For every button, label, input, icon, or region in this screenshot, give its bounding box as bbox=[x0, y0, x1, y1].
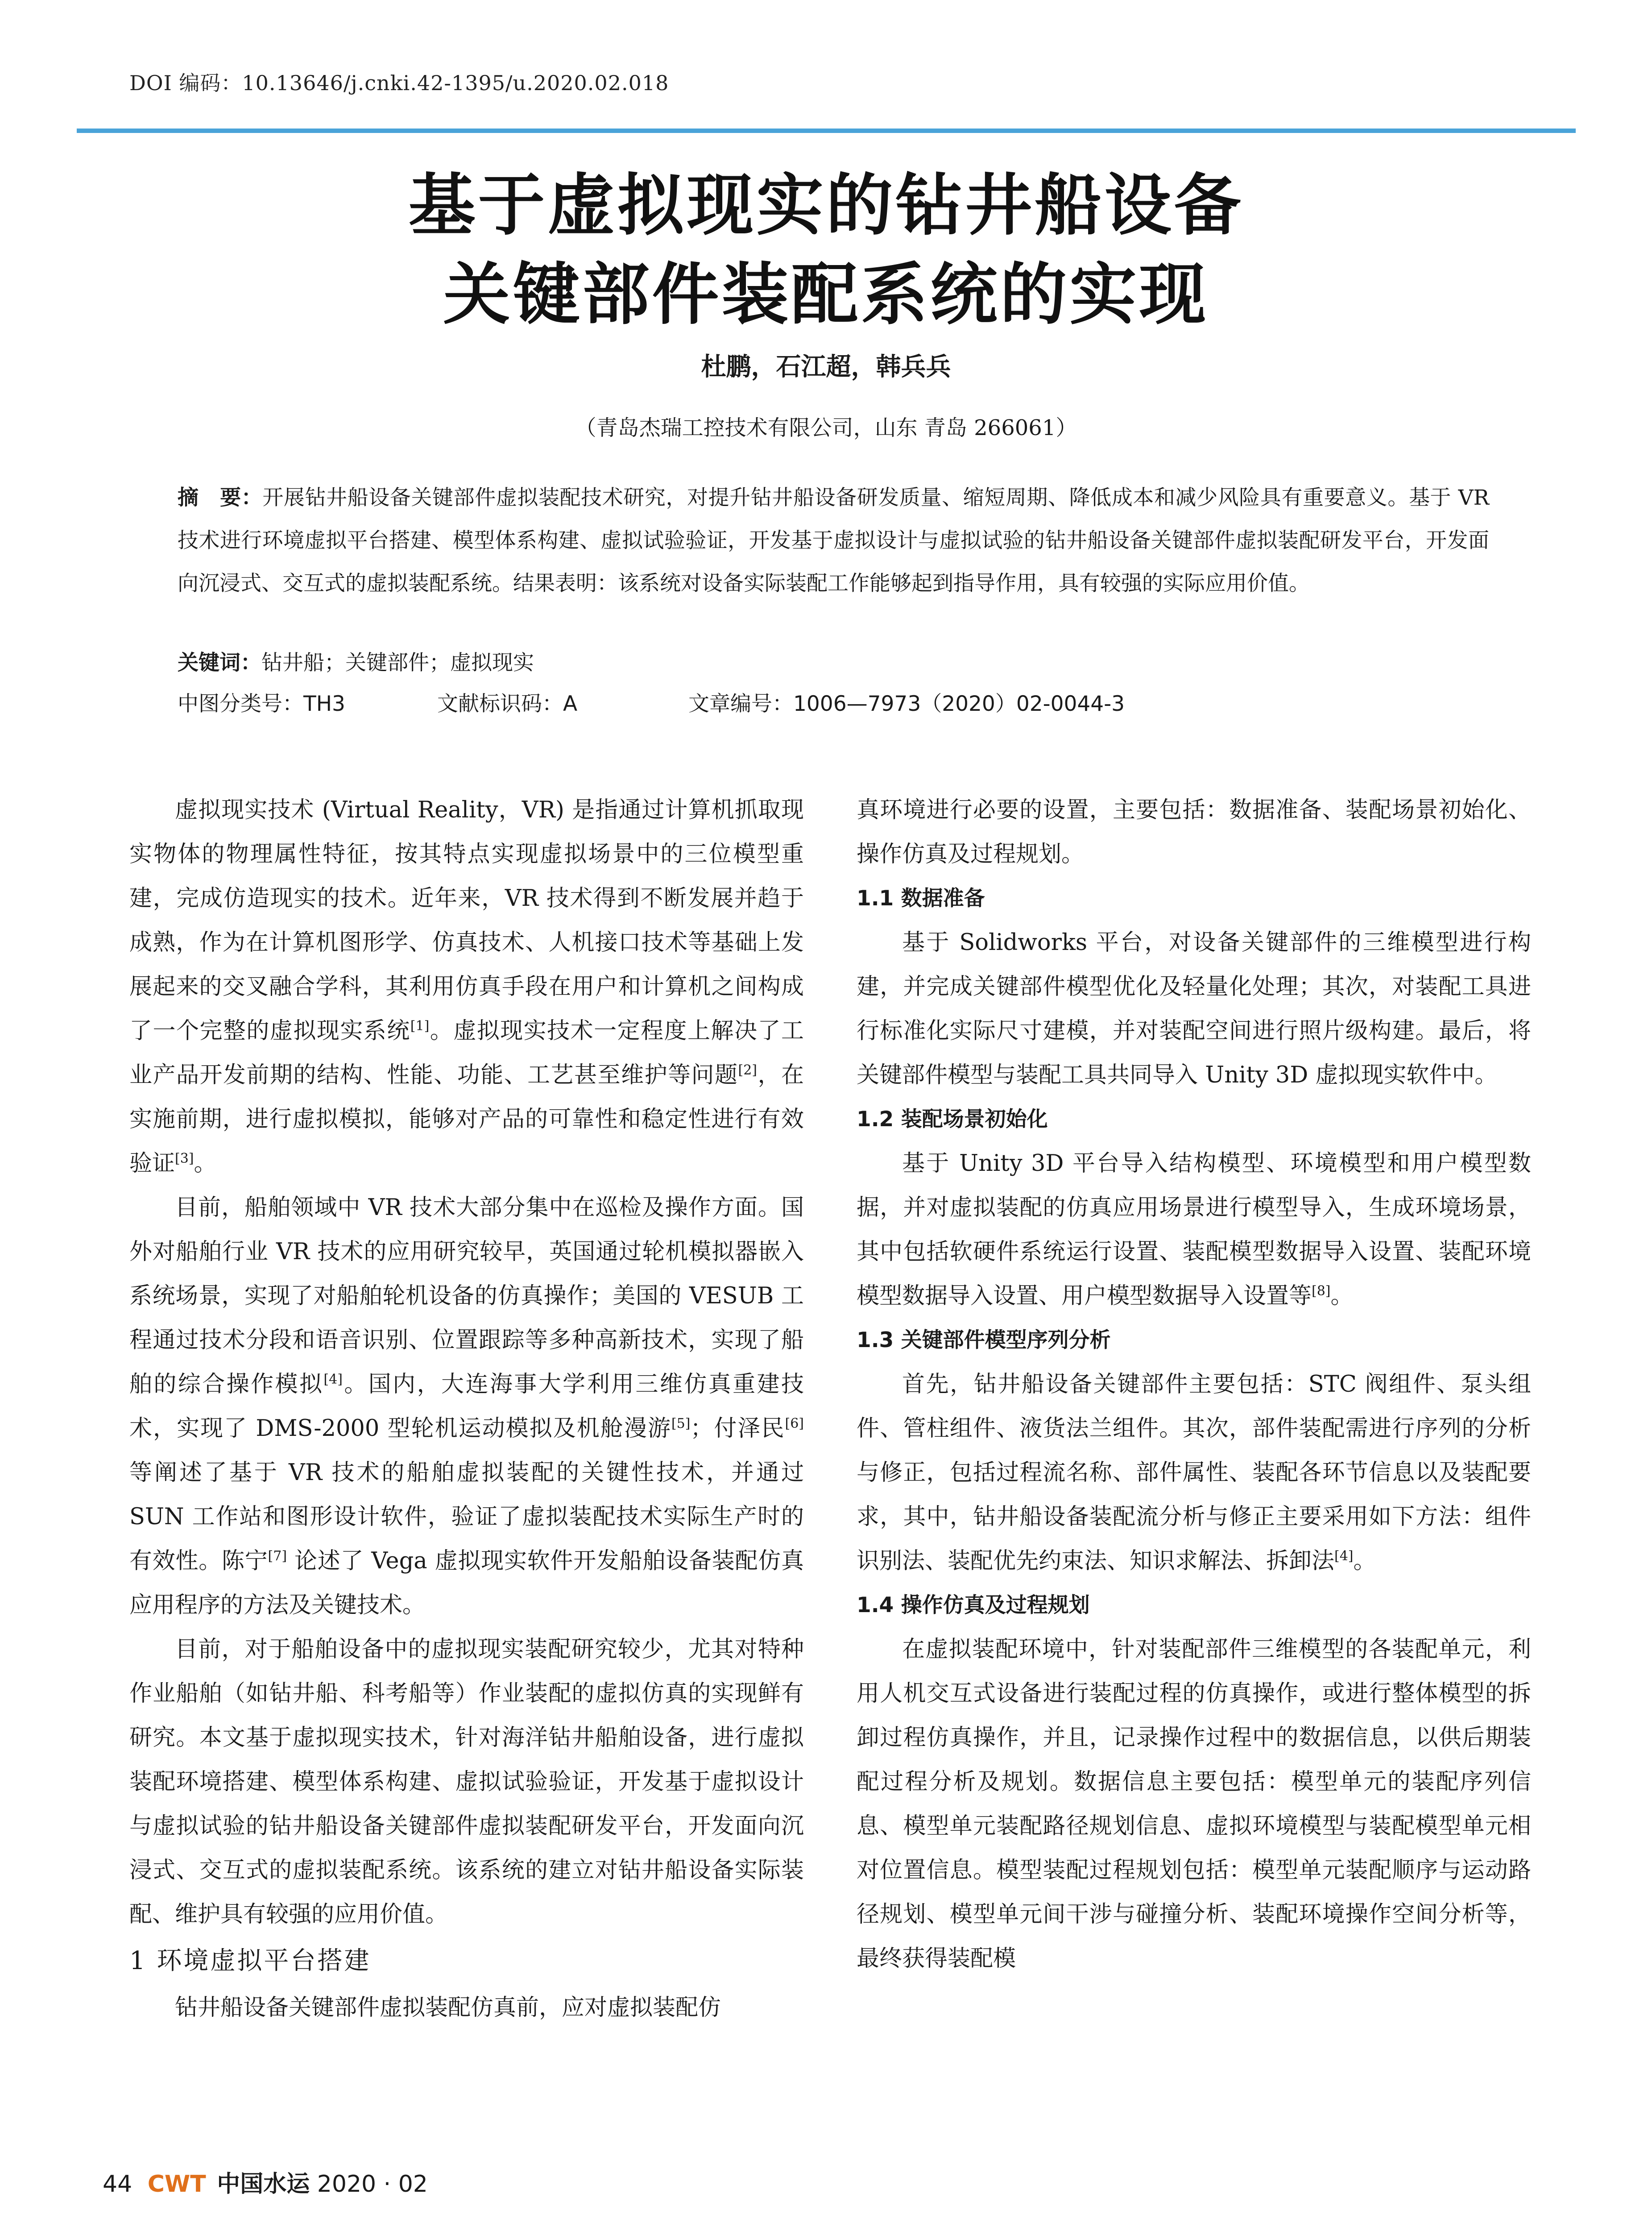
page-number: 44 bbox=[103, 2171, 132, 2198]
subsection-heading-1-4: 1.4 操作仿真及过程规划 bbox=[857, 1593, 1090, 1617]
subsection-heading-1-2: 1.2 装配场景初始化 bbox=[857, 1107, 1048, 1132]
citation: [6] bbox=[785, 1416, 804, 1431]
page-footer bbox=[103, 2165, 428, 2198]
paragraph: 目前，船舶领域中 VR 技术大部分集中在巡检及操作方面。国外对船舶行业 VR 技术的应用研究较早，英国通过轮机模拟器嵌入系统场景，实现了对船舶轮机设备的仿真操作；美国的 VESUB 工程通过技术分段和语音识别、位置跟踪等多种高新技术，实现了船舶的综合操作模拟[4]。国内，大连海事大学利用三维仿真重建技术，实现了 DMS-2000 型轮机运动模拟及机舱漫游[5]；付泽民[6] 等阐述了基于 VR 技术的船舶虚拟装配的关键性技术，并通过 SUN 工作站和图形设计软件，验证了虚拟装配技术实际生产时的有效性。陈宁[7] 论述了 Vega 虚拟现实软件开发船舶设备装配仿真应用程序的方法及关键技术。 bbox=[129, 1194, 804, 1618]
paragraph: 基于 Unity 3D 平台导入结构模型、环境模型和用户模型数据，并对虚拟装配的仿真应用场景进行模型导入，生成环境场景，其中包括软硬件系统运行设置、装配模型数据导入设置、装配环境模型数据导入设置、用户模型数据导入设置等[8]。 bbox=[857, 1150, 1531, 1309]
doi-line: DOI 编码：10.13646/j.cnki.42-1395/u.2020.02.018 bbox=[129, 71, 669, 95]
paragraph: 在虚拟装配环境中，针对装配部件三维模型的各装配单元，利用人机交互式设备进行装配过程的仿真操作，或进行整体模型的拆卸过程仿真操作，并且，记录操作过程中的数据信息，以供后期装配过程分析及规划。数据信息主要包括：模型单元的装配序列信息、模型单元装配路径规划信息、虚拟环境模型与装配模型单元相对位置信息。模型装配过程规划包括：模型单元装配顺序与运动路径规划、模型单元间干涉与碰撞分析、装配环境操作空间分析等，最终获得装配模 bbox=[857, 1636, 1531, 1972]
abstract bbox=[178, 477, 1489, 605]
citation: [3] bbox=[175, 1151, 194, 1166]
journal-issue: 2020 · 02 bbox=[317, 2171, 428, 2198]
header-rule bbox=[77, 129, 1576, 133]
paragraph: 基于 Solidworks 平台，对设备关键部件的三维模型进行构建，并完成关键部件模型优化及轻量化处理；其次，对装配工具进行标准化实际尺寸建模，并对装配空间进行照片级构建。最后，将关键部件模型与装配工具共同导入 Unity 3D 虚拟现实软件中。 bbox=[857, 929, 1531, 1088]
keywords bbox=[178, 646, 534, 676]
citation: [4] bbox=[323, 1372, 343, 1387]
citation: [8] bbox=[1312, 1283, 1331, 1299]
abstract-label: 摘 要： bbox=[178, 485, 263, 510]
keywords-label: 关键词： bbox=[178, 651, 261, 675]
section-heading-1: 1 环境虚拟平台搭建 bbox=[129, 1946, 371, 1975]
title-line-1: 基于虚拟现实的钻井船设备 bbox=[408, 166, 1244, 245]
journal-logo: CWT bbox=[147, 2171, 206, 2198]
citation: [2] bbox=[738, 1062, 758, 1078]
citation: [1] bbox=[410, 1018, 430, 1034]
clc-number: 中图分类号：TH3 bbox=[178, 692, 345, 716]
document-code: 文献标识码：A bbox=[437, 692, 578, 716]
paragraph: 虚拟现实技术 (Virtual Reality，VR) 是指通过计算机抓取现实物体的物理属性特征，按其特点实现虚拟场景中的三位模型重建，完成仿造现实的技术。近年来，VR 技术得到不断发展并趋于成熟，作为在计算机图形学、仿真技术、人机接口技术等基础上发展起来的交叉融合学科，其利用仿真手段在用户和计算机之间构成了一个完整的虚拟现实系统[1]。虚拟现实技术一定程度上解决了工业产品开发前期的结构、性能、功能、工艺甚至维护等问题[2]，在实施前期，进行虚拟模拟，能够对产品的可靠性和稳定性进行有效验证[3]。 bbox=[129, 797, 804, 1177]
body-left-column bbox=[129, 788, 804, 2030]
title-line-2: 关键部件装配系统的实现 bbox=[443, 255, 1209, 334]
journal-name: 中国水运 bbox=[217, 2170, 310, 2198]
paragraph: 钻井船设备关键部件虚拟装配仿真前，应对虚拟装配仿 bbox=[175, 1995, 721, 2021]
citation: [4] bbox=[1334, 1548, 1354, 1564]
paragraph: 真环境进行必要的设置，主要包括：数据准备、装配场景初始化、操作仿真及过程规划。 bbox=[857, 797, 1531, 867]
keywords-text: 钻井船；关键部件；虚拟现实 bbox=[261, 651, 534, 675]
article-title bbox=[0, 161, 1652, 339]
paragraph: 目前，对于船舶设备中的虚拟现实装配研究较少，尤其对特种作业船舶（如钻井船、科考船等）作业装配的虚拟仿真的实现鲜有研究。本文基于虚拟现实技术，针对海洋钻井船舶设备，进行虚拟装配环境搭建、模型体系构建、虚拟试验验证，开发基于虚拟设计与虚拟试验的钻井船设备关键部件虚拟装配研发平台，开发面向沉浸式、交互式的虚拟装配系统。该系统的建立对钻井船设备实际装配、维护具有较强的应用价值。 bbox=[129, 1636, 804, 1928]
subsection-heading-1-3: 1.3 关键部件模型序列分析 bbox=[857, 1328, 1111, 1352]
article-number: 文章编号：1006—7973（2020）02-0044-3 bbox=[688, 692, 1125, 716]
paragraph: 首先，钻井船设备关键部件主要包括：STC 阀组件、泵头组件、管柱组件、液货法兰组件。其次，部件装配需进行序列的分析与修正，包括过程流名称、部件属性、装配各环节信息以及装配要求，其中，钻井船设备装配流分析与修正主要采用如下方法：组件识别法、装配优先约束法、知识求解法、拆卸法[4]。 bbox=[857, 1371, 1531, 1574]
body-right-column bbox=[857, 788, 1531, 1981]
citation: [5] bbox=[671, 1416, 691, 1431]
subsection-heading-1-1: 1.1 数据准备 bbox=[857, 886, 985, 911]
citation: [7] bbox=[268, 1548, 287, 1564]
abstract-text: 开展钻井船设备关键部件虚拟装配技术研究，对提升钻井船设备研发质量、缩短周期、降低成本和减少风险具有重要意义。基于 VR 技术进行环境虚拟平台搭建、模型体系构建、虚拟试验验证，开发基于虚拟设计与虚拟试验的钻井船设备关键部件虚拟装配研发平台，开发面向沉浸式、交互式的虚拟装配系统。结果表明：该系统对设备实际装配工作能够起到指导作用，具有较强的实际应用价值。 bbox=[178, 485, 1489, 596]
authors: 杜鹏，石江超，韩兵兵 bbox=[701, 352, 951, 382]
affiliation: （青岛杰瑞工控技术有限公司，山东 青岛 266061） bbox=[575, 415, 1077, 440]
